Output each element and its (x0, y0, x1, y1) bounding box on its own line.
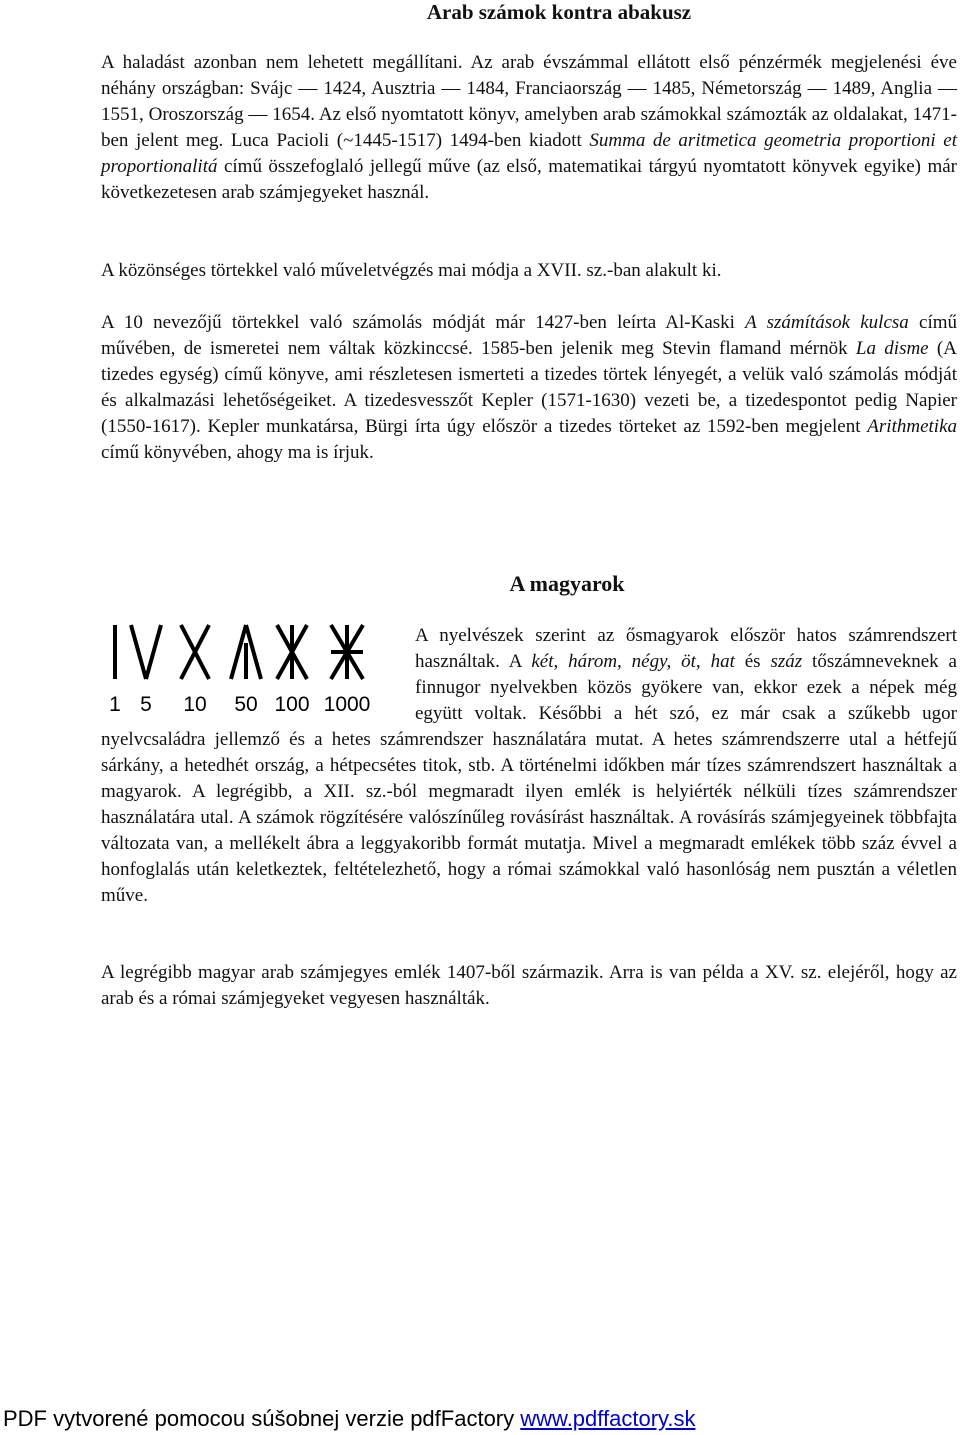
rune-100 (277, 625, 307, 679)
section-heading: A magyarok (509, 571, 625, 596)
book-title-la-disme: La disme (855, 338, 929, 359)
pdffactory-link[interactable]: www.pdffactory.sk (520, 1406, 696, 1431)
rune-label-50: 50 (234, 693, 258, 716)
rune-label-10: 10 (183, 693, 207, 716)
rune-50 (231, 625, 261, 679)
book-title-summa: Summa de aritmetica geometria proportioni et proportionalitá (101, 130, 957, 177)
rune-label-5: 5 (140, 693, 152, 716)
rune-10 (181, 625, 209, 679)
book-title-kulcsa: A számítások kulcsa (745, 312, 909, 333)
paragraph-decimal-fractions: A 10 nevezőjű törtekkel való számolás módját már 1427-ben leírta Al-Kaski A számítások kulcsa című művében, de ismeretei nem váltak közkinccsé. 1585-ben jelenik meg Stevin flamand mérnök La disme (A tizedes egység) című könyve, ami részletesen ismerteti a tizedes törtek lényegét, a velük való számolás módját és alkalmazási lehetőségeiket. A tizedesvesszőt Kepler (1571-1630) vezeti be, a tizedespontot pedig Napier (1550-1617). Kepler munkatársa, Bürgi írta úgy először a tizedes törteket az 1592-ben megjelent Arithmetika című könyvében, ahogy ma is írjuk. (101, 312, 957, 463)
paragraph-hungarians: 1 5 10 50 100 1000 A nyelvészek szerint az ősmagyarok először hatos számrendszert használtak. A két, három, négy, öt, hat és száz tőszámneveknek a finnugor nyelvekben közös gyökere van, ekkor ezek a népek még együtt voltak. Későbbi a hét szó, ez már csak a szűkebb ugor nyelvcsaládra jellemző és a hetes számrendszer használatára mutat. A hetes számrendszerre utal a hétfejű sárkány, a hetedhét ország, a hétpecsétes titok, stb. A történelmi időkben már tízes számrendszert használtak a magyarok. A legrégibb, a XII. sz.-ból megmaradt ilyen emlék is helyiérték nélküli tízes számrendszer használatára utal. A számok rögzítésére valószínűleg rovásírást használtak. A rovásírás számjegyeinek többfajta változata van, a mellékelt ábra a leggyakoribb formát mutatja. Mivel a megmaradt emlékek több száz évvel a honfoglalás után keletkeztek, feltételezhető, hogy a római számokkal való hasonlóság nem pusztán a véletlen műve. (101, 625, 957, 906)
paragraph-coins-and-books: A haladást azonban nem lehetett megállítani. Az arab évszámmal ellátott első pénzérmék megjelenési éve néhány országban: Svájc — 1424, Ausztria — 1484, Franciaország — 1485, Németország — 1489, Anglia — 1551, Oroszország — 1654. Az első nyomtatott könyv, amelyben arab számokkal számozták az oldalakat, 1471-ben jelent meg. Luca Pacioli (~1445-1517) 1494-ben kiadott Summa de aritmetica geometria proportioni et proportionalitá című összefoglaló jellegű műve (az első, matematikai tárgyú nyomtatott könyvek egyike) már következetesen arab számjegyeket használ. (101, 52, 957, 203)
rune-label-1: 1 (109, 693, 121, 716)
paragraph-fractions: A közönséges törtekkel való műveletvégzés mai módja a XVII. sz.-ban alakult ki. (101, 260, 722, 281)
paragraph-oldest-arabic-numeral: A legrégibb magyar arab számjegyes emlék 1407-ből származik. Arra is van példa a XV. sz. elejéről, hogy az arab és a római számjegyeket vegyesen használták. (101, 962, 957, 1009)
rune-numerals-figure (101, 623, 401, 719)
rune-numerals-svg (101, 623, 401, 719)
rune-label-100: 100 (274, 693, 310, 716)
pdf-footer: PDF vytvorené pomocou súšobnej verzie pdfFactory www.pdffactory.sk (3, 1406, 696, 1431)
rune-1000 (331, 625, 363, 679)
rune-5 (131, 625, 161, 679)
rune-label-1000: 1000 (323, 693, 371, 716)
book-title-arithmetika: Arithmetika (867, 416, 957, 437)
document-title: Arab számok kontra abakusz (426, 0, 692, 24)
